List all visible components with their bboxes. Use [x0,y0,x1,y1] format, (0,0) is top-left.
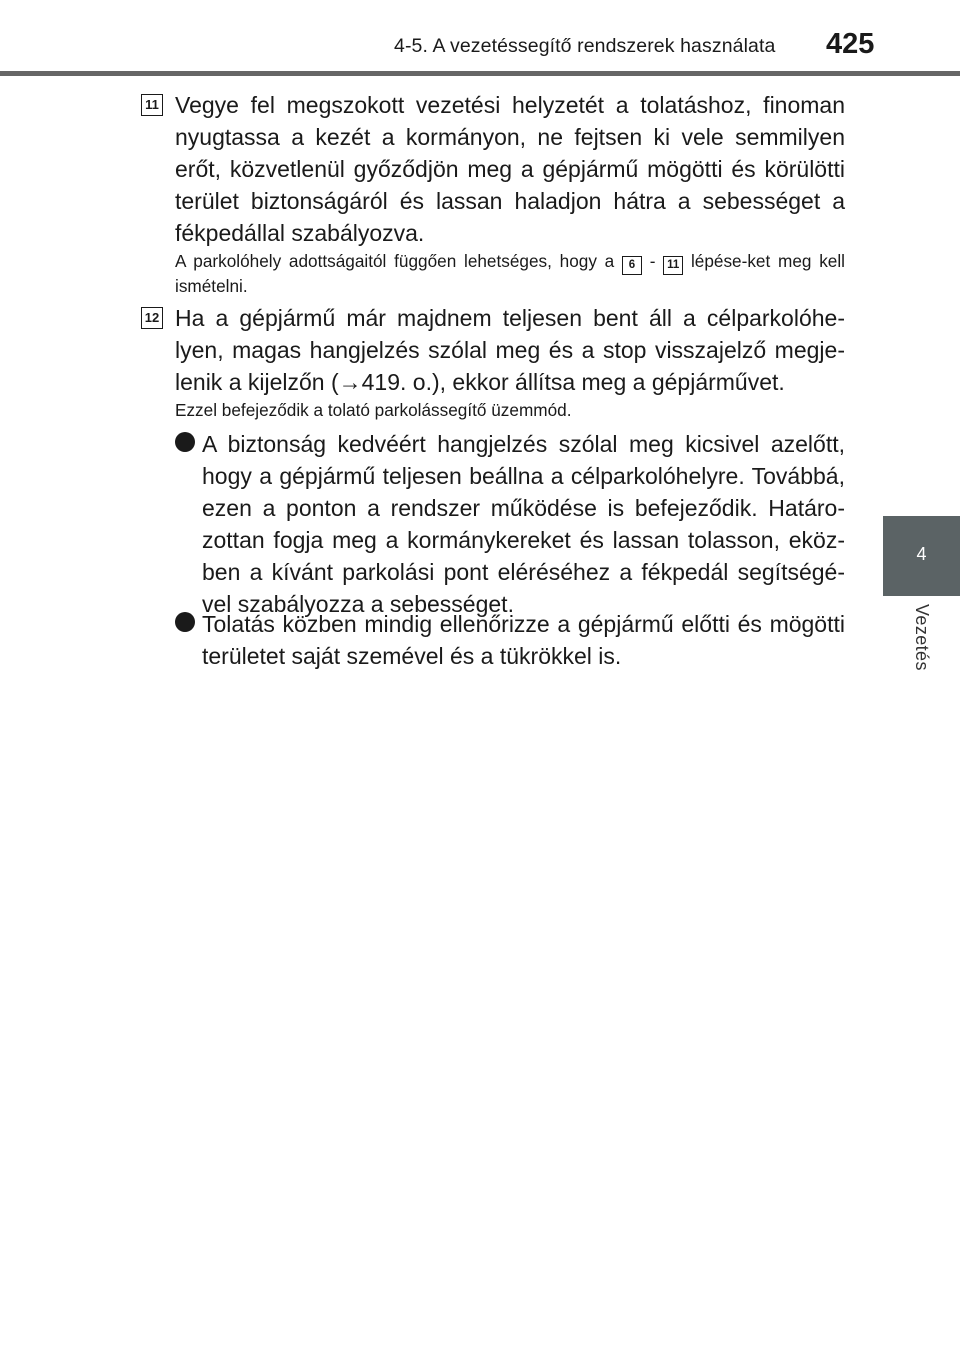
bullet-text: Tolatás közben mindig ellenőrizze a gépjármű előtti és mögötti területet saját szemével és a tükrökkel is. [202,611,845,669]
section-title: 4-5. A vezetéssegítő rendszerek használata [394,35,776,57]
step-12-note: Ezzel befejeződik a tolató parkolássegítő üzemmód. [175,400,572,420]
step-11-ref: 11 [663,256,683,275]
bullet-text: A biztonság kedvéért hangjelzés szólal meg kicsivel azelőtt, hogy a gépjármű teljesen beállna a célparkolóhelyre. Továbbá, ezen a ponton a rendszer működése is befejeződik. Határo-zottan fogja meg a kormánykereket és lassan tolasson, eköz-ben a kívánt parkolási pont eléréséhez a fékpedál segítségé-vel szabályozza a sebességet. [202,431,845,617]
step-12-text [175,302,845,398]
step-11-marker: 11 [141,94,163,116]
step-12-text-before: Ha a gépjármű már majdnem teljesen bent áll a célparkolóhe-lyen, magas hangjelzés szólal meg és a stop visszajelző megje-lenik a kijelzőn ( [175,305,845,395]
bullet-icon [175,612,195,632]
step-11-note [175,250,845,298]
step-6-ref: 6 [622,256,642,275]
chapter-number: 4 [916,544,927,564]
step-11-text: Vegye fel megszokott vezetési helyzetét a tolatáshoz, finoman nyugtassa a kezét a kormányon, ne fejtsen ki vele semmilyen erőt, közvetlenül győződjön meg a gépjármű mögötti és körülötti terület biztonságáról és lassan haladjon hátra a sebességet a fékpedállal szabályozva. [175,92,845,246]
note-dash: - [649,251,656,271]
note-text-after: lépése-ket meg kell ismételni. [175,251,845,296]
bullet-item [175,428,845,620]
step-12-text-after: 419. o.), ekkor állítsa meg a gépjárművet. [361,369,785,395]
step-12-marker: 12 [141,307,163,329]
chapter-tab[interactable] [883,516,960,596]
bullet-icon [175,432,195,452]
header-rule [0,71,960,76]
chapter-label: Vezetés [912,604,932,671]
note-text-before: A parkolóhely adottságaitól függően lehetséges, hogy a [175,251,615,271]
page-number: 425 [826,28,875,60]
bullet-item [175,608,845,672]
arrow-icon: → [338,369,362,395]
